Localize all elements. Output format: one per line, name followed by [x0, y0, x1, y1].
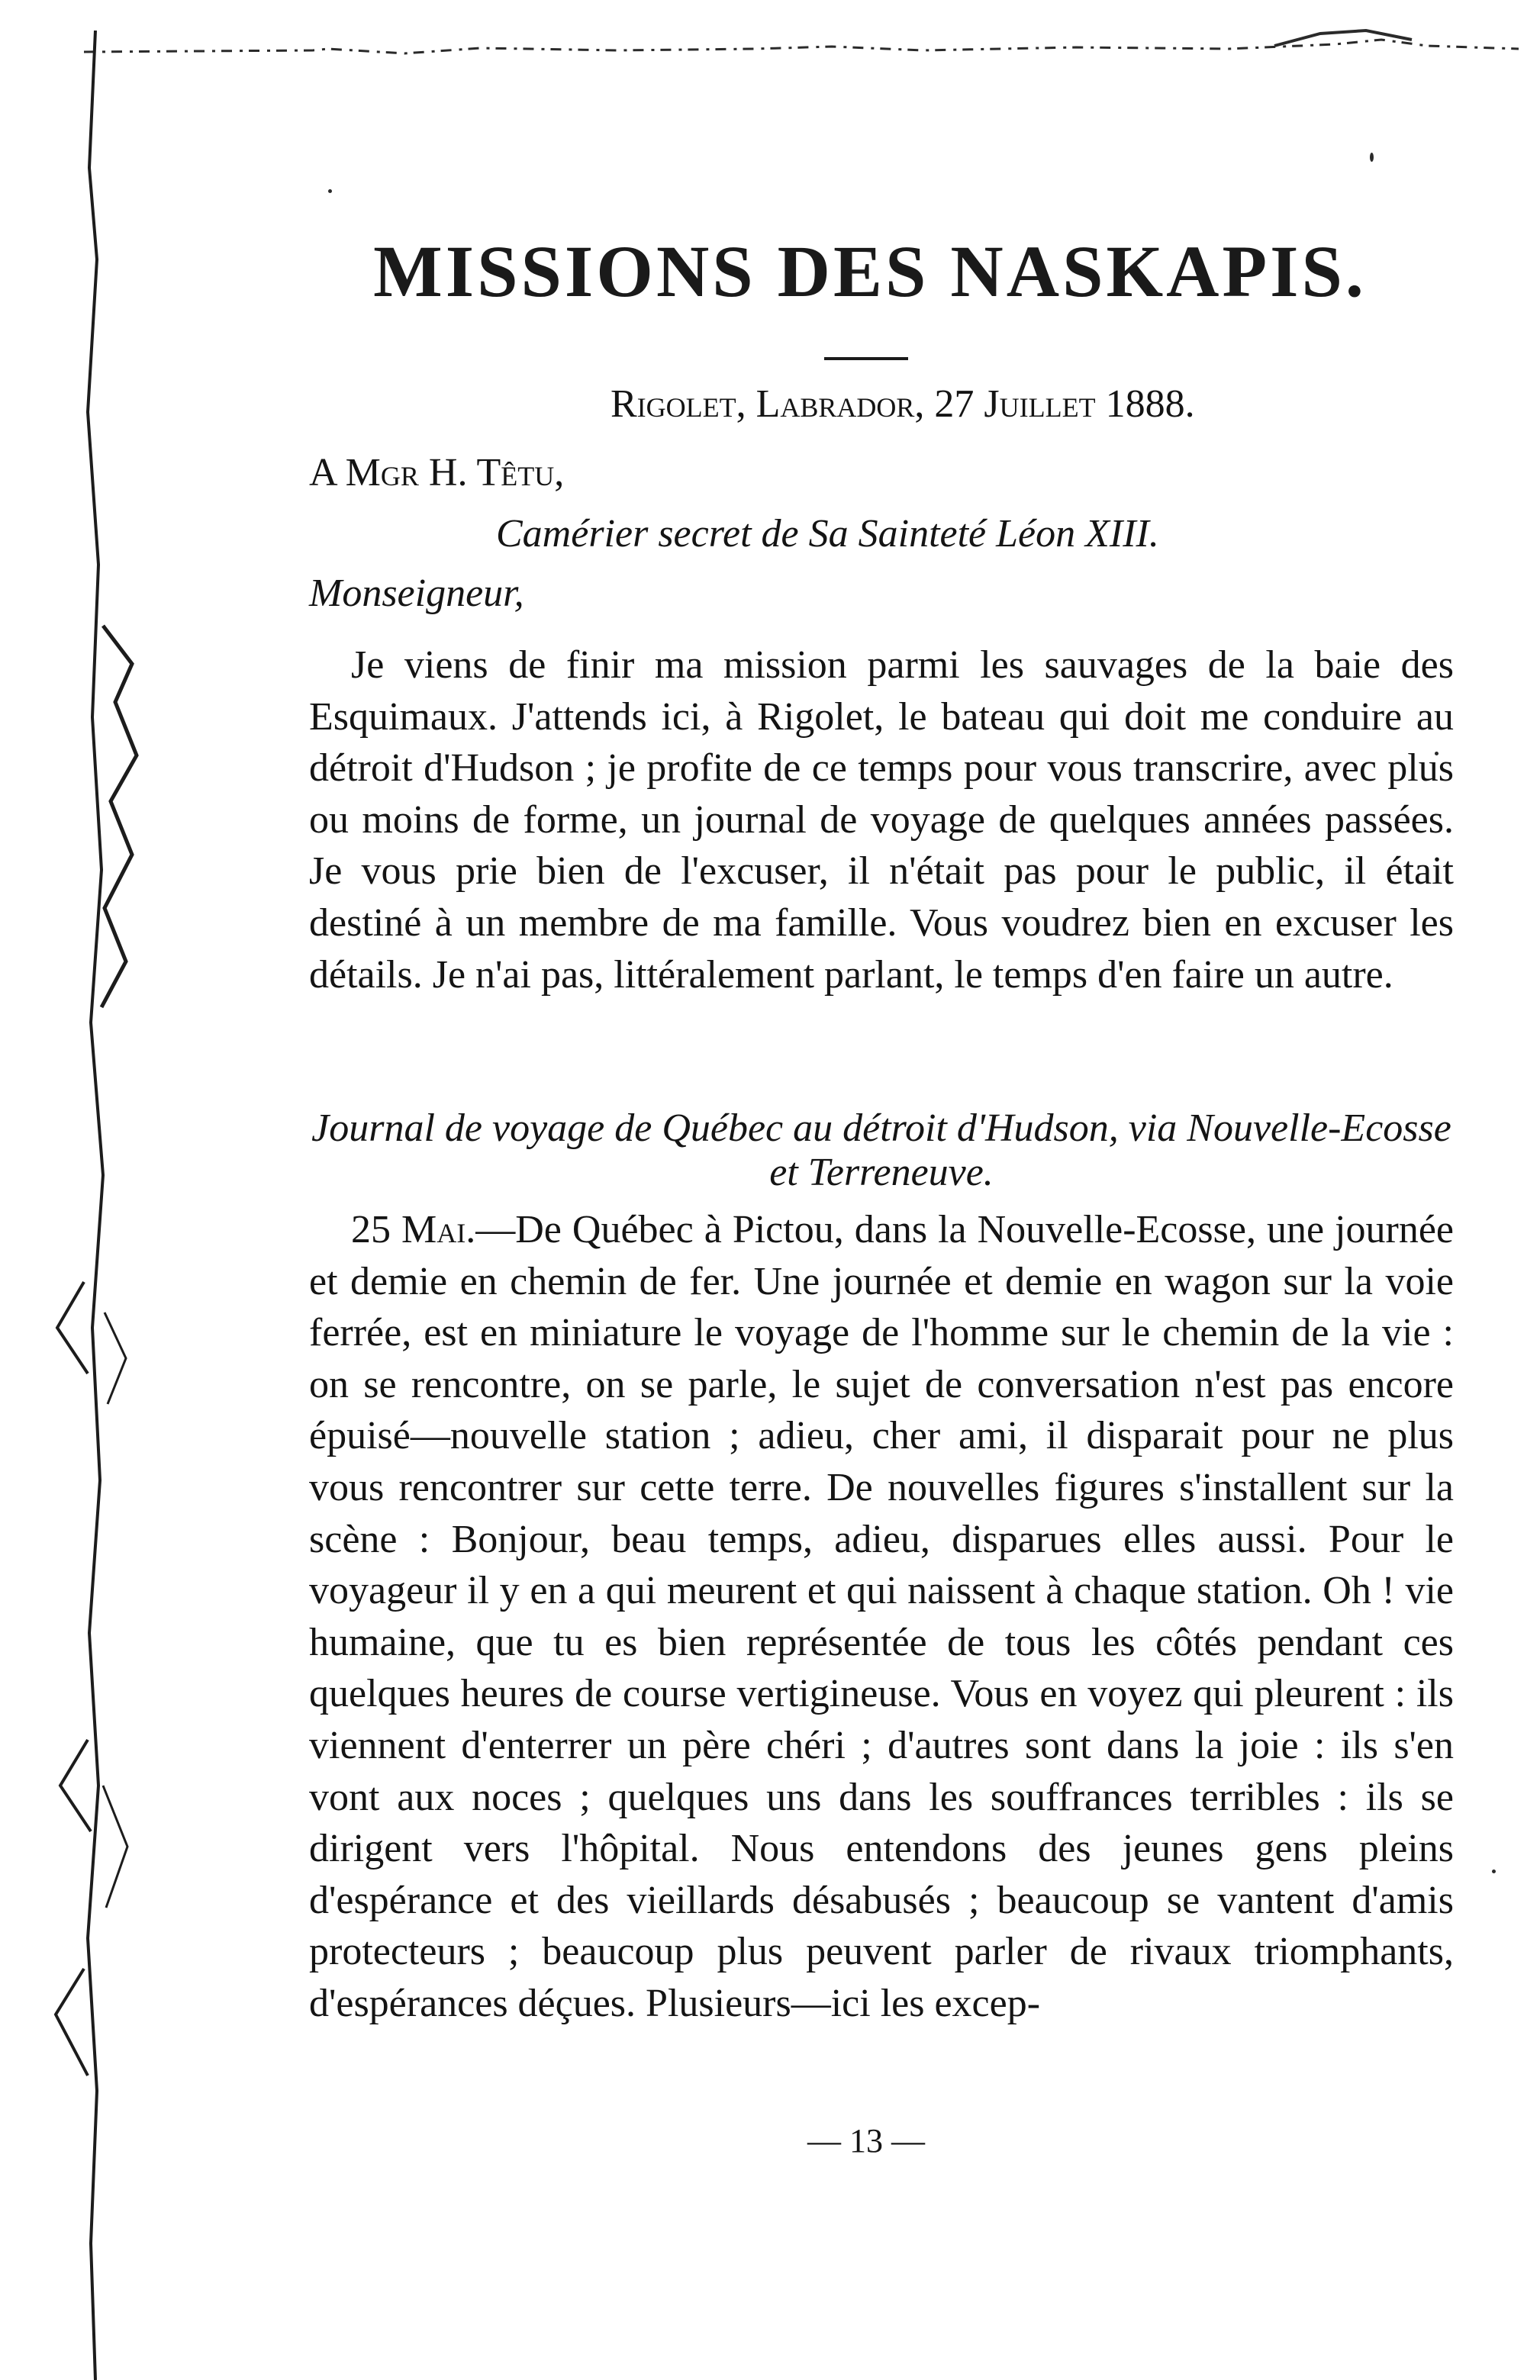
- scan-edge-noise-top: [84, 23, 1519, 69]
- ink-spot: [1492, 1870, 1496, 1873]
- page-number: — 13 —: [807, 2122, 925, 2159]
- addressee: A Mgr H. Têtu,: [309, 451, 565, 494]
- journal-heading: Journal de voyage de Québec au détroit d'Hudson, via Nouvelle-Ecosse et Terreneuve.: [311, 1106, 1451, 1194]
- journal-entry-paragraph: [309, 1204, 1454, 2030]
- entry-date: 25 Mai.: [351, 1208, 476, 1251]
- entry-text: —De Québec à Pictou, dans la Nouvelle-Ecosse, une journée et demie en chemin de fer. Une journée et demie en wagon sur la voie ferrée, est en miniature le voyage de l'homme sur le chemin de la vie : on se rencontre, on se parle, le sujet de conversation n'est pas encore épuisé—nouvelle station ; adieu, cher ami, il disparait pour ne plus vous rencontrer sur cette terre. De nouvelles figures s'installent sur la scène : Bonjour, beau temps, adieu, disparues elles aussi. Pour le voyageur il y en a qui meurent et qui naissent à chaque station. Oh ! vie humaine, que tu es bien représentée de tous les côtés pendant ces quelques heures de course vertigineuse. Vous en voyez qui pleurent : ils viennent d'enterrer un père chéri ; d'autres sont dans la joie : ils s'en vont aux noces ; quelques uns dans les souffrances terribles : ils se dirigent vers l'hôpital. Nous entendons des jeunes gens pleins d'espérance et des vieillards désabusés ; beaucoup se vantent d'amis protecteurs ; beaucoup plus peuvent parler de rivaux triomphants, d'espérances déçues. Plusieurs—ici les excep-: [309, 1208, 1454, 2025]
- addressee-title: Camérier secret de Sa Sainteté Léon XIII.: [496, 512, 1159, 556]
- ink-spot: [1370, 153, 1374, 162]
- ink-spot: [328, 189, 332, 193]
- page-title: MISSIONS DES NASKAPIS.: [373, 230, 1367, 312]
- binding-edge-decoration: [42, 31, 149, 2380]
- title-divider: [824, 357, 908, 360]
- salutation: Monseigneur,: [309, 572, 524, 615]
- letter-paragraph: Je viens de finir ma mission parmi les sauvages de la baie des Esquimaux. J'attends ici, à Rigolet, le bateau qui doit me conduire au détroit d'Hudson ; je profite de ce temps pour vous transcrire, avec plus ou moins de forme, un journal de voyage de quelques années passées. Je vous prie bien de l'excuser, il n'était pas pour le public, il était destiné à un membre de ma famille. Vous voudrez bien en excuser les détails. Je n'ai pas, littéralement parlant, le temps d'en faire un autre.: [309, 643, 1454, 997]
- dateline: Rigolet, Labrador, 27 Juillet 1888.: [611, 382, 1195, 426]
